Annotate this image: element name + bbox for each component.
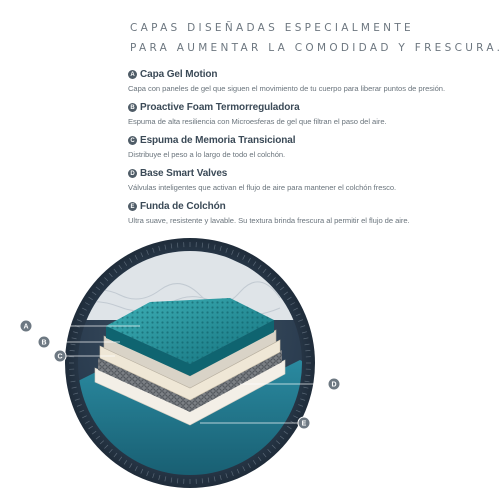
letter-badge-a: A (128, 70, 137, 79)
layer-title: Base Smart Valves (140, 168, 228, 179)
callout-d (328, 378, 340, 390)
layer-item-a (128, 68, 446, 101)
layer-description: Capa con paneles de gel que siguen el movimiento de tu cuerpo para liberar puntos de presión. (128, 84, 446, 93)
layer-title-row (128, 134, 438, 147)
layer-title: Proactive Foam Termorreguladora (140, 102, 300, 113)
letter-badge-d: D (128, 169, 137, 178)
layer-item-d (128, 167, 438, 200)
layer-title-row (128, 167, 438, 180)
page-heading (130, 18, 503, 58)
callout-d-label: D (331, 381, 337, 389)
layer-title: Funda de Colchón (140, 201, 226, 212)
layer-description: Ultra suave, resistente y lavable. Su textura brinda frescura al permitir el flujo de aire. (128, 216, 410, 225)
letter-badge-c: C (128, 136, 137, 145)
callout-e-label: E (301, 420, 307, 428)
mattress-layers-illustration (0, 250, 442, 500)
layer-title: Capa Gel Motion (140, 69, 218, 80)
callout-c-label: C (57, 353, 63, 361)
letter-badge-b: B (128, 103, 137, 112)
layer-description: Distribuye el peso a lo largo de todo el colchón. (128, 150, 286, 159)
callout-a-label: A (23, 323, 29, 331)
callout-b-label: B (41, 339, 47, 347)
layer-item-c (128, 134, 438, 167)
layer-list (128, 68, 446, 233)
layer-description: Válvulas inteligentes que activan el flujo de aire para mantener el colchón fresco. (128, 183, 397, 192)
layer-item-b (128, 101, 438, 134)
heading-line-2: PARA AUMENTAR LA COMODIDAD Y FRESCURA. (130, 42, 503, 54)
callout-a (20, 320, 32, 332)
layer-item-e (128, 200, 438, 233)
layer-title-row (128, 68, 438, 81)
callout-e (298, 417, 310, 429)
layer-title-row (128, 101, 438, 114)
heading-line-1: CAPAS DISEÑADAS ESPECIALMENTE (130, 22, 414, 34)
callout-b (38, 336, 50, 348)
callout-c (54, 350, 66, 362)
layer-title-row (128, 200, 438, 213)
letter-badge-e: E (128, 202, 137, 211)
layer-title: Espuma de Memoria Transicional (140, 135, 296, 146)
layer-description: Espuma de alta resiliencia con Microesferas de gel que filtran el paso del aire. (128, 117, 387, 126)
